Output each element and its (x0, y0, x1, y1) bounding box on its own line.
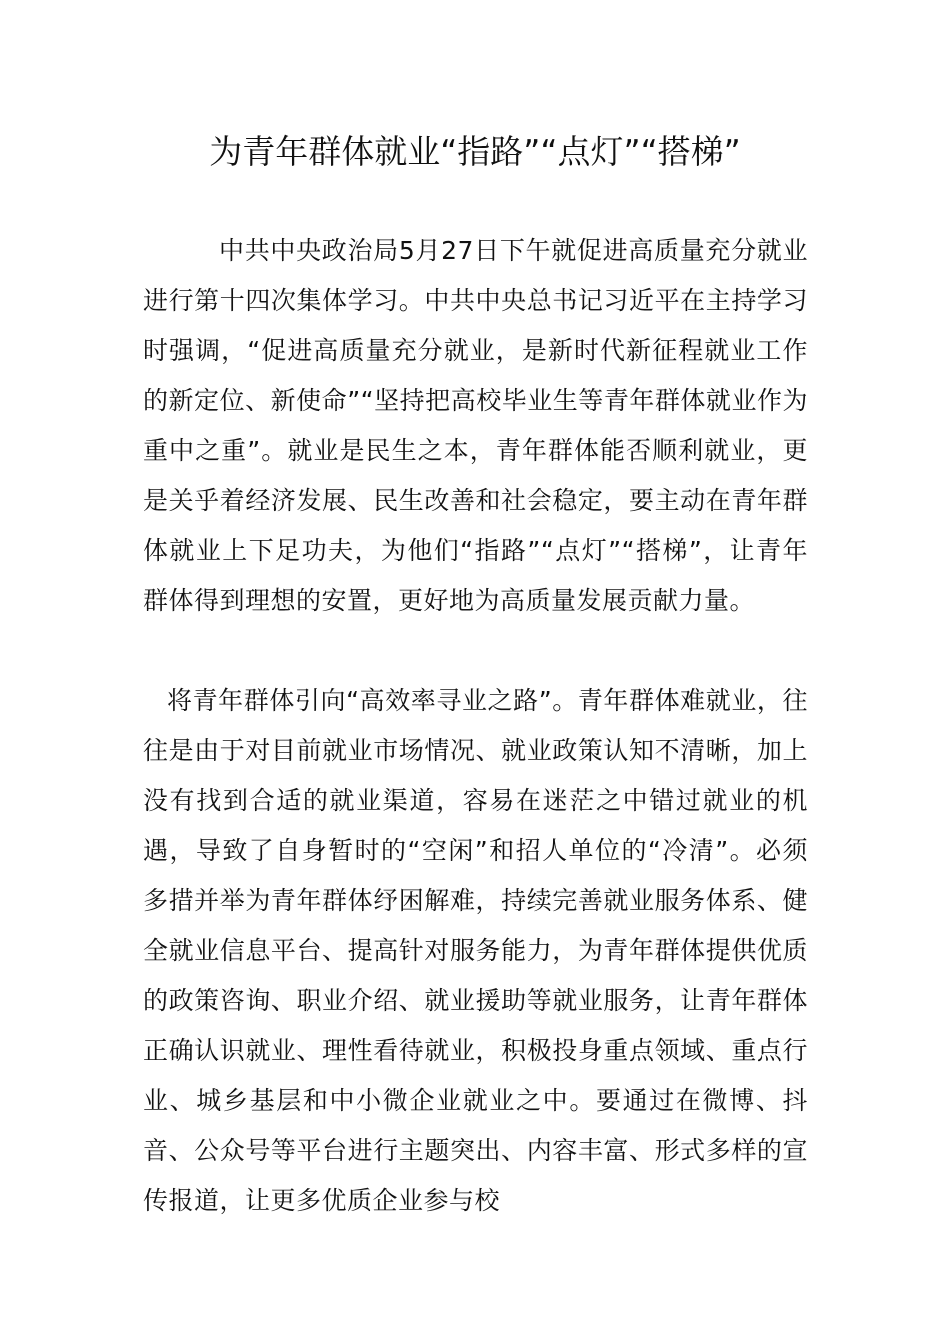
paragraph-intro: 中共中央政治局5月27日下午就促进高质量充分就业进行第十四次集体学习。中共中央总书记习近平在主持学习时强调，“促进高质量充分就业，是新时代新征程就业工作的新定位、新使命”“坚持把高校毕业生等青年群体就业作为重中之重”。就业是民生之本，青年群体能否顺利就业，更是关乎着经济发展、民生改善和社会稳定，要主动在青年群体就业上下足功夫，为他们“指路”“点灯”“搭梯”，让青年群体得到理想的安置，更好地为高质量发展贡献力量。 (143, 236, 808, 615)
document-title: 为青年群体就业“指路”“点灯”“搭梯” (209, 132, 741, 171)
paragraph-section-1: 将青年群体引向“高效率寻业之路”。青年群体难就业，往往是由于对目前就业市场情况、就业政策认知不清晰，加上没有找到合适的就业渠道，容易在迷茫之中错过就业的机遇，导致了自身暂时的“空闲”和招人单位的“冷清”。必须多措并举为青年群体纾困解难，持续完善就业服务体系、健全就业信息平台、提高针对服务能力，为青年群体提供优质的政策咨询、职业介绍、就业援助等就业服务，让青年群体正确认识就业、理性看待就业，积极投身重点领域、重点行业、城乡基层和中小微企业就业之中。要通过在微博、抖音、公众号等平台进行主题突出、内容丰富、形式多样的宣传报道，让更多优质企业参与校 (143, 686, 808, 1215)
